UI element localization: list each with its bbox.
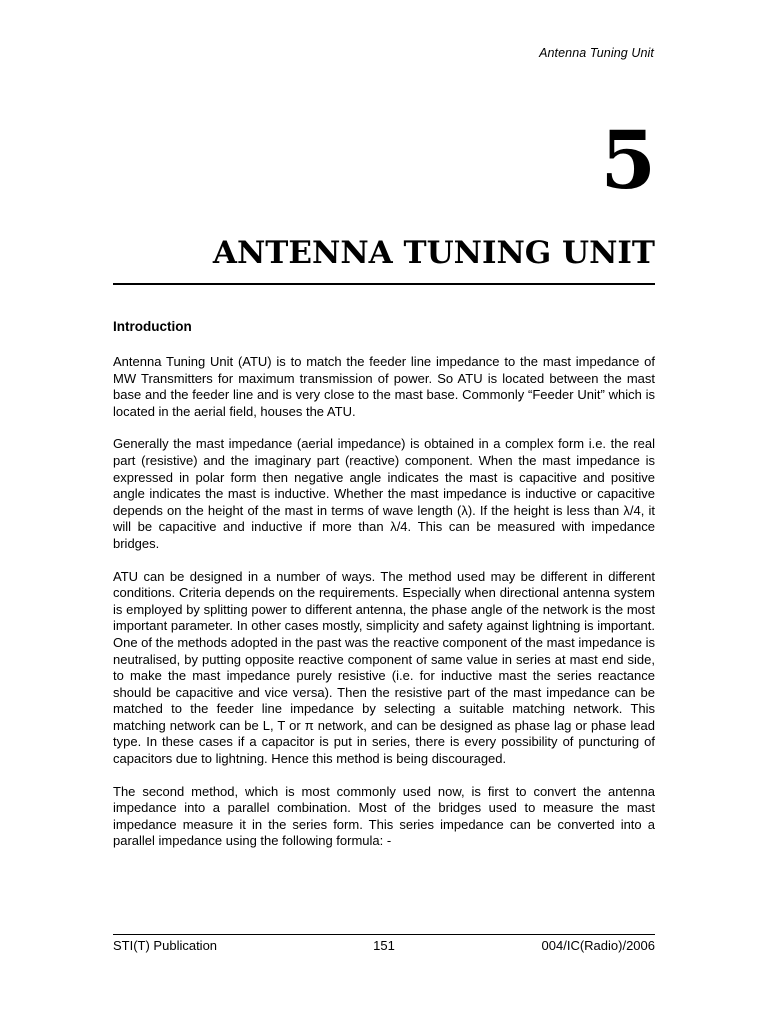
- section-heading: Introduction: [113, 319, 192, 334]
- footer-divider: [113, 934, 655, 935]
- paragraph-3: ATU can be designed in a number of ways. The method used may be different in different conditions. Criteria depends on the requirements. Especially when directional antenna system is employed by splitting power to different antenna, the phase angle of the network is the most important parameter. In other cases mostly, simplicity and safety against lightning is important. One of the methods adopted in the past was the reactive component of the mast impedance is neutralised, by putting opposite reactive component of same value in series at mast end side, to make the mast impedance purely resistive (i.e. for inductive mast the series reactance should be capacitive and vice versa). Then the resistive part of the mast impedance can be matched to the feeder line impedance by selecting a suitable matching network. This matching network can be L, T or π network, and can be designed as phase lag or phase lead type. In these cases if a capacitor is put in series, there is every possibility of puncturing of capacitors due to lightning. Hence this method is being discouraged.: [113, 568, 655, 767]
- paragraph-4: The second method, which is most commonly used now, is first to convert the antenna impedance into a parallel combination. Most of the bridges used to measure the mast impedance measure it in the series form. This series impedance can be converted into a parallel impedance using the following formula: -: [113, 783, 655, 849]
- chapter-title: ANTENNA TUNING UNIT: [212, 235, 655, 271]
- section-introduction: [113, 319, 655, 866]
- footer-page-number: 151: [373, 938, 395, 953]
- chapter-number: 5: [600, 113, 656, 207]
- title-divider: [113, 283, 655, 285]
- footer-publisher: STI(T) Publication: [113, 938, 218, 953]
- running-header: Antenna Tuning Unit: [539, 46, 654, 60]
- paragraph-2: Generally the mast impedance (aerial impedance) is obtained in a complex form i.e. the real part (resistive) and the imaginary part (reactive) component. When the mast impedance is expressed in polar form then negative angle indicates the mast is capacitive and positive angle indicates the mast is inductive. Whether the mast impedance is inductive or capacitive depends on the height of the mast in terms of wave length (λ). If the height is less than λ/4, it will be capacitive and inductive if more than λ/4. This can be measured with impedance bridges.: [113, 436, 655, 551]
- footer-document-code: 004/IC(Radio)/2006: [541, 938, 655, 953]
- paragraph-1: Antenna Tuning Unit (ATU) is to match the feeder line impedance to the mast impedance of MW Transmitters for maximum transmission of power. So ATU is located between the mast base and the feeder line and is very close to the mast base. Commonly “Feeder Unit” which is located in the aerial field, houses the ATU.: [113, 354, 655, 419]
